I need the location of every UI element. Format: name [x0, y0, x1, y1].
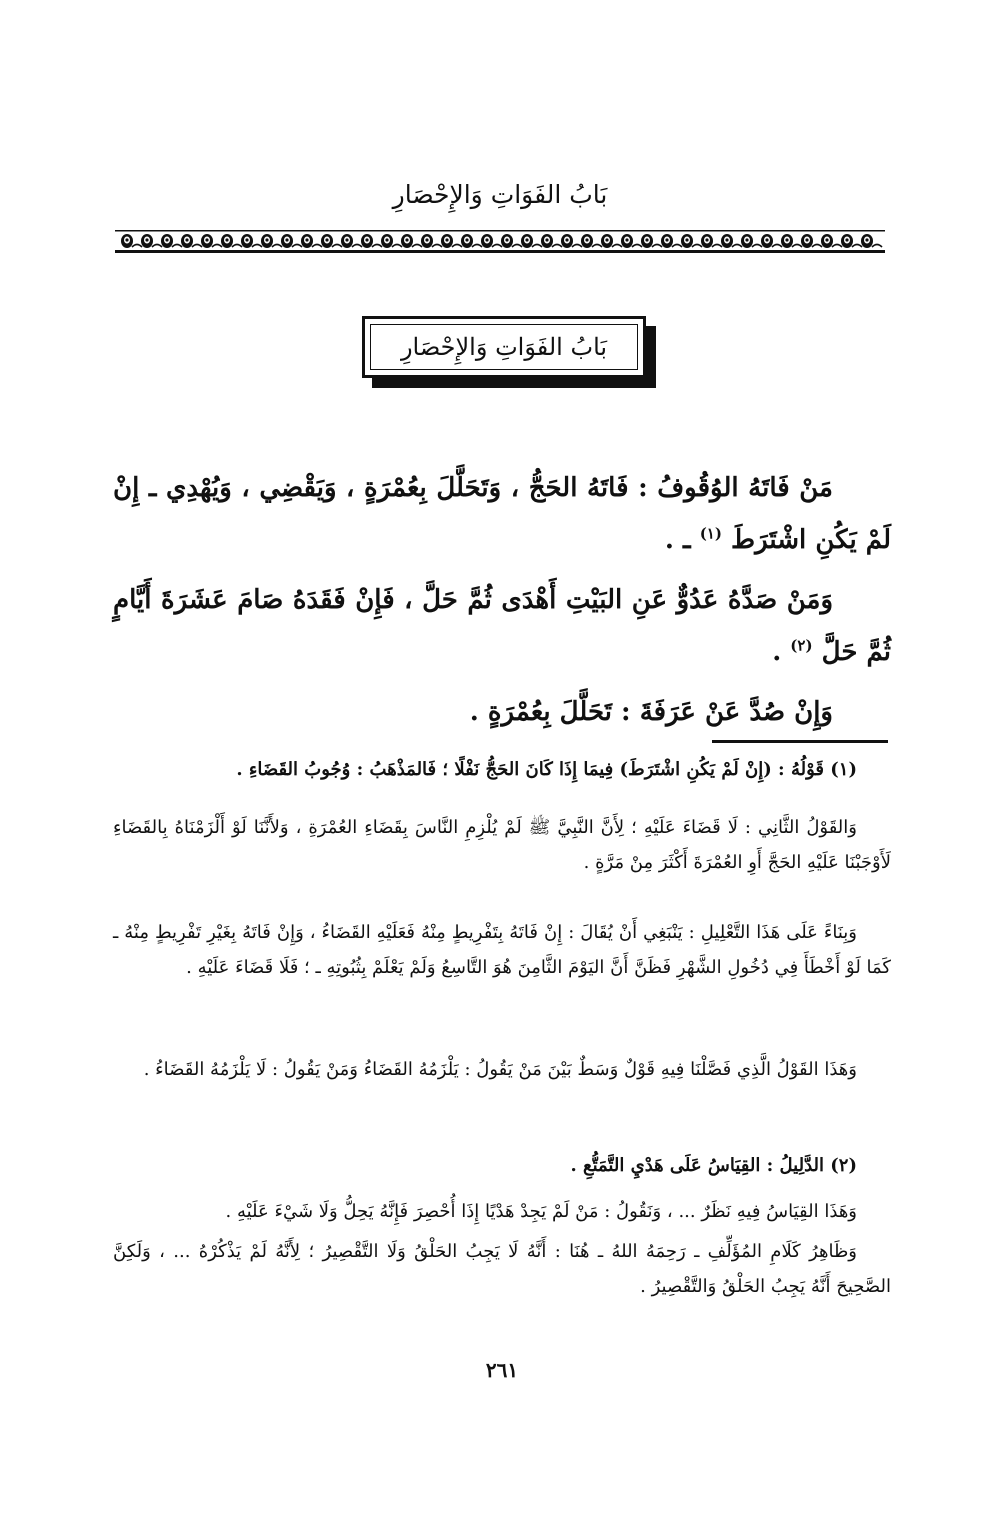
footnote-1-paragraph-2: [113, 810, 891, 880]
chapter-title-frame: [362, 316, 646, 378]
main-text: وَمَنْ صَدَّهُ عَدُوٌّ عَنِ البَيْتِ أَهْدَى ثُمَّ حَلَّ ، فَإِنْ فَقَدَهُ صَامَ عَشَرَةَ أَيَّامٍ ثُمَّ حَلَّ: [113, 585, 891, 667]
footnote-text: وَظَاهِرُ كَلَامِ المُؤَلِّفِ ـ رَحِمَهُ اللهُ ـ هُنَا : أَنَّهُ لَا يَجِبُ الحَلْقُ وَلَا التَّقْصِيرُ ؛ لِأَنَّهُ لَمْ يَذْكُرْهُ ... ، وَلَكِنَّ الصَّحِيحَ أَنَّهُ يَجِبُ الحَلْقُ وَالتَّقْصِيرُ .: [113, 1241, 891, 1297]
footnote-2-lead: [113, 1148, 891, 1183]
footnote-marker: (٢): [790, 636, 813, 655]
footnote-marker: (١): [699, 524, 722, 543]
main-paragraph-1: [113, 462, 891, 566]
footnote-1-paragraph-4: [113, 1052, 891, 1087]
footnote-2-paragraph-2: [113, 1194, 891, 1229]
main-text: مَنْ فَاتَهُ الوُقُوفُ : فَاتَهُ الحَجُّ ، وَتَحَلَّلَ بِعُمْرَةٍ ، وَيَقْضِي ، وَيُهْدِي ـ إِنْ لَمْ يَكُنِ اشْتَرَطَ: [113, 473, 891, 555]
main-paragraph-3: [113, 686, 891, 738]
running-head: بَابُ الفَوَاتِ وَالإِحْصَارِ: [392, 180, 608, 209]
footnote-text: (١) قَوْلُهُ : (إِنْ لَمْ يَكُنِ اشْتَرَطَ) فِيمَا إِذَا كَانَ الحَجُّ نَفْلًا ؛ فَالمَذْهَبُ : وُجُوبُ القَضَاءِ .: [236, 759, 857, 780]
footnote-text: (٢) الدَّلِيلُ : القِيَاسُ عَلَى هَدْيِ التَّمَتُّعِ .: [570, 1155, 857, 1176]
footnote-text: وَهَذَا القَوْلُ الَّذِي فَصَّلْنَا فِيهِ قَوْلٌ وَسَطٌ بَيْنَ مَنْ يَقُولُ : يَلْزَمُهُ القَضَاءُ وَمَنْ يَقُولُ : لَا يَلْزَمُهُ القَضَاءُ .: [143, 1059, 857, 1080]
footnote-separator: [712, 740, 888, 743]
main-text-tail: ـ .: [664, 525, 700, 555]
footnote-1-lead: [113, 752, 891, 787]
footnote-2-paragraph-3: [113, 1234, 891, 1304]
main-text-tail: .: [772, 637, 791, 667]
main-paragraph-2: [113, 574, 891, 678]
floral-ornament-band-icon: [115, 228, 885, 254]
footnote-text: وَالقَوْلُ الثَّانِي : لَا قَضَاءَ عَلَيْهِ ؛ لِأَنَّ النَّبِيَّ ﷺ لَمْ يُلْزِمِ النَّاسَ بِقَضَاءِ العُمْرَةِ ، وَلأَنَّنَا لَوْ أَلْزَمْنَاهُ بِالقَضَاءِ لَأَوْجَبْنَا عَلَيْهِ الحَجَّ أَوِ العُمْرَةَ أَكْثَرَ مِنْ مَرَّةٍ .: [113, 817, 891, 873]
main-text: وَإِنْ صُدَّ عَنْ عَرَفَةَ : تَحَلَّلَ بِعُمْرَةٍ .: [469, 697, 833, 727]
footnote-text: وَبِنَاءً عَلَى هَذَا التَّعْلِيلِ : يَنْبَغِي أَنْ يُقَالَ : إِنْ فَاتَهُ بِتَفْرِيطٍ مِنْهُ فَعَلَيْهِ القَضَاءُ ، وَإِنْ فَاتَهُ بِغَيْرِ تَفْرِيطٍ مِنْهُ ـ كَمَا لَوْ أَخْطَأَ فِي دُخُولِ الشَّهْرِ فَظَنَّ أَنَّ اليَوْمَ الثَّامِنَ هُوَ التَّاسِعُ وَلَمْ يَعْلَمْ بِثُبُوتِهِ ـ ؛ فَلَا قَضَاءَ عَلَيْهِ .: [113, 922, 891, 978]
page-number: ٢٦١: [485, 1358, 519, 1382]
chapter-title: بَابُ الفَوَاتِ وَالإِحْصَارِ: [400, 333, 608, 361]
chapter-title-inner-border: [370, 324, 638, 370]
footnote-text: وَهَذَا القِيَاسُ فِيهِ نَظَرٌ ... ، وَنَقُولُ : مَنْ لَمْ يَجِدْ هَدْيًا إِذَا أُحْصِرَ فَإِنَّهُ يَحِلُّ وَلَا شَيْءَ عَلَيْهِ .: [225, 1201, 857, 1222]
footnote-1-paragraph-3: [113, 915, 891, 985]
